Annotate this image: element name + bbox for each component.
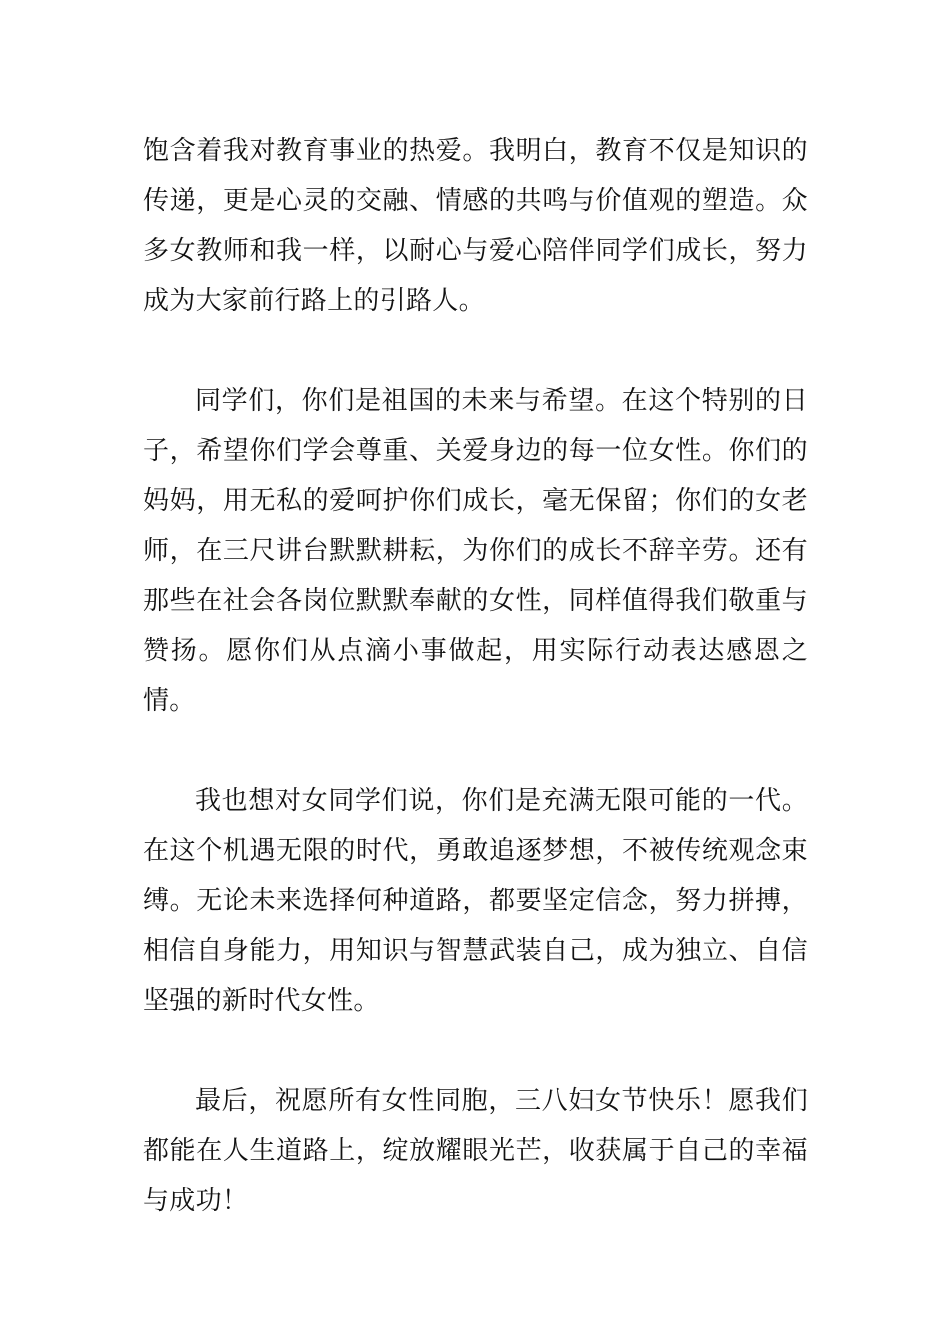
document-body xyxy=(143,126,808,1226)
paragraph-female-students: 我也想对女同学们说，你们是充满无限可能的一代。在这个机遇无限的时代，勇敢追逐梦想，不被传统观念束缚。无论未来选择何种道路，都要坚定信念，努力拼搏，相信自身能力，用知识与智慧武装自己，成为独立、自信坚强的新时代女性。 xyxy=(143,786,808,1016)
paragraph-continuation: 饱含着我对教育事业的热爱。我明白，教育不仅是知识的传递，更是心灵的交融、情感的共鸣与价值观的塑造。众多女教师和我一样，以耐心与爱心陪伴同学们成长，努力成为大家前行路上的引路人。 xyxy=(143,136,808,316)
paragraph-closing: 最后，祝愿所有女性同胞，三八妇女节快乐！愿我们都能在人生道路上，绽放耀眼光芒，收获属于自己的幸福与成功！ xyxy=(143,1086,808,1216)
paragraph-students: 同学们，你们是祖国的未来与希望。在这个特别的日子，希望你们学会尊重、关爱身边的每一位女性。你们的妈妈，用无私的爱呵护你们成长，毫无保留；你们的女老师，在三尺讲台默默耕耘，为你们的成长不辞辛劳。还有那些在社会各岗位默默奉献的女性，同样值得我们敬重与赞扬。愿你们从点滴小事做起，用实际行动表达感恩之情。 xyxy=(143,386,808,716)
